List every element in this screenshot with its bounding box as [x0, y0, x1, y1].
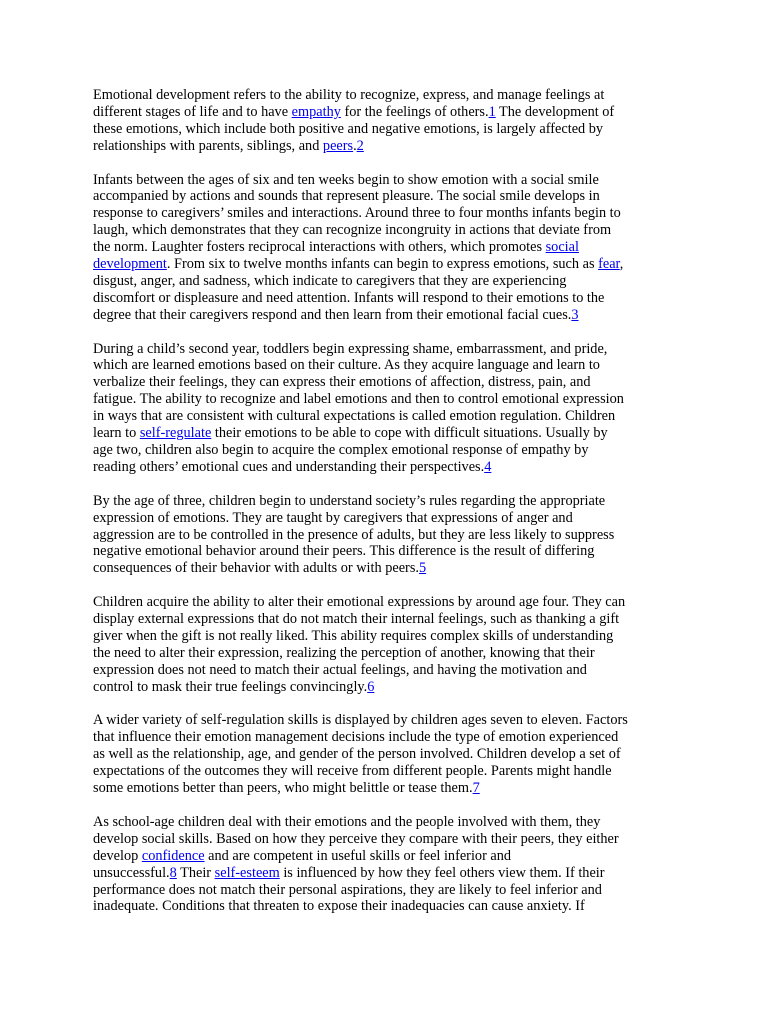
text-segment: ,	[619, 256, 624, 273]
hyperlink[interactable]: development	[93, 256, 167, 273]
text-segment: consequences of their behavior with adults or with peers.	[93, 560, 419, 577]
text-line	[93, 865, 677, 882]
text-line	[93, 493, 677, 510]
paragraph	[93, 172, 677, 324]
text-line	[93, 611, 677, 628]
text-line	[93, 188, 677, 205]
footnote-ref-link[interactable]: 1	[488, 103, 496, 120]
text-line	[93, 662, 677, 679]
text-segment: different stages of life and to have	[93, 103, 292, 120]
text-segment: fatigue. The ability to recognize and label emotions and then to control emotional expression	[93, 391, 624, 408]
text-segment: some emotions better than peers, who might belittle or tease them.	[93, 780, 473, 797]
text-line	[93, 307, 677, 324]
text-segment: The development of	[495, 103, 615, 120]
paragraph	[93, 712, 677, 797]
hyperlink[interactable]: social	[545, 239, 579, 256]
text-line	[93, 341, 677, 358]
text-segment: develop	[93, 847, 142, 864]
text-line	[93, 121, 677, 138]
text-line	[93, 729, 677, 746]
text-line	[93, 848, 677, 865]
text-segment: in ways that are consistent with cultural expectations is called emotion regulation. Children	[93, 408, 616, 425]
text-segment: verbalize their feelings, they can express their emotions of affection, distress, pain, and	[93, 374, 591, 391]
text-segment: display external expressions that do not match their internal feelings, such as thanking a gift	[93, 611, 620, 628]
text-line	[93, 780, 677, 797]
text-segment: aggression are to be controlled in the presence of adults, but they are less likely to suppress	[93, 526, 615, 543]
text-line	[93, 831, 677, 848]
text-line	[93, 239, 677, 256]
text-segment: Their	[176, 864, 215, 881]
footnote-ref-link[interactable]: 8	[169, 864, 177, 881]
text-segment: accompanied by actions and sounds that represent pleasure. The social smile develops in	[93, 188, 600, 205]
hyperlink[interactable]: confidence	[141, 847, 205, 864]
text-line	[93, 527, 677, 544]
text-segment: discomfort or displeasure and need attention. Infants will respond to their emotions to the	[93, 289, 605, 306]
footnote-ref-link[interactable]: 4	[484, 458, 492, 475]
text-segment: that influence their emotion management decisions include the type of emotion experienced	[93, 729, 619, 746]
hyperlink[interactable]: self-regulate	[139, 425, 212, 442]
text-segment: expression of emotions. They are taught by caregivers that expressions of anger and	[93, 509, 573, 526]
text-line	[93, 104, 677, 121]
hyperlink[interactable]: fear	[598, 256, 620, 273]
text-segment: the norm. Laughter fosters reciprocal interactions with others, which promotes	[93, 239, 546, 256]
text-segment: expression does not need to match their actual feelings, and having the motivation and	[93, 661, 587, 678]
text-segment: response to caregivers’ smiles and interactions. Around three to four months infants begin to	[93, 205, 621, 222]
text-segment: giver when the gift is not really liked. This ability requires complex skills of understanding	[93, 627, 614, 644]
text-segment: Emotional development refers to the ability to recognize, express, and manage feelings at	[93, 87, 605, 103]
footnote-ref-link[interactable]: 7	[472, 780, 480, 797]
text-line	[93, 290, 677, 307]
text-line	[93, 763, 677, 780]
text-segment: is influenced by how they feel others view them. If their	[279, 864, 605, 881]
paragraph	[93, 341, 677, 476]
text-segment: A wider variety of self-regulation skills is displayed by children ages seven to eleven. Factors	[93, 712, 628, 729]
footnote-ref-link[interactable]: 5	[418, 560, 427, 577]
text-line	[93, 374, 677, 391]
text-segment: By the age of three, children begin to understand society’s rules regarding the appropriate	[93, 492, 606, 509]
footnote-ref-link[interactable]: 3	[571, 306, 579, 323]
paragraph	[93, 814, 677, 915]
text-segment: Infants between the ages of six and ten weeks begin to show emotion with a social smile	[93, 171, 599, 188]
text-line	[93, 560, 677, 577]
text-segment: for the feelings of others.	[340, 103, 489, 120]
text-segment: performance does not match their personal aspirations, they are likely to feel inferior and	[93, 881, 602, 898]
text-line	[93, 898, 677, 915]
text-segment: As school-age children deal with their emotions and the people involved with them, they	[93, 813, 601, 830]
text-segment: which are learned emotions based on their culture. As they acquire language and learn to	[93, 357, 600, 374]
text-line	[93, 408, 677, 425]
text-segment: as well as the relationship, age, and gender of the person involved. Children develop a set of	[93, 746, 621, 763]
text-segment: the need to alter their expression, realizing the perception of another, knowing that their	[93, 644, 595, 661]
text-segment: Children acquire the ability to alter their emotional expressions by around age four. They can	[93, 594, 626, 611]
text-line	[93, 882, 677, 899]
text-segment: control to mask their true feelings convincingly.	[93, 678, 368, 695]
text-segment: their emotions to be able to cope with difficult situations. Usually by	[211, 425, 608, 442]
text-line	[93, 459, 677, 476]
text-line	[93, 679, 677, 696]
text-segment: unsuccessful.	[93, 864, 170, 881]
text-line	[93, 628, 677, 645]
text-line	[93, 712, 677, 729]
text-segment: reading others’ emotional cues and understanding their perspectives.	[93, 458, 485, 475]
text-line	[93, 357, 677, 374]
footnote-ref-link[interactable]: 6	[367, 678, 375, 695]
hyperlink[interactable]: empathy	[291, 103, 341, 120]
text-segment: degree that their caregivers respond and then learn from their emotional facial cues.	[93, 306, 572, 323]
text-segment: develop social skills. Based on how they perceive they compare with their peers, they either	[93, 830, 619, 847]
text-line	[93, 205, 677, 222]
text-segment: these emotions, which include both positive and negative emotions, is largely affected by	[93, 120, 604, 137]
text-line	[93, 425, 677, 442]
text-segment: .	[353, 137, 357, 154]
text-segment: and are competent in useful skills or feel inferior and	[204, 847, 512, 864]
text-line	[93, 746, 677, 763]
text-segment: learn to	[93, 425, 140, 442]
text-line	[93, 172, 677, 189]
text-line	[93, 138, 677, 155]
text-line	[93, 510, 677, 527]
paragraph	[93, 87, 677, 155]
paragraph	[93, 594, 677, 695]
text-segment: negative emotional behavior around their peers. This difference is the result of differing	[93, 543, 595, 560]
document-page	[93, 87, 677, 932]
text-line	[93, 222, 677, 239]
paragraph	[93, 493, 677, 578]
text-line	[93, 256, 677, 273]
text-segment: age two, children also begin to acquire the complex emotional response of empathy by	[93, 442, 589, 458]
text-segment: . From six to twelve months infants can begin to express emotions, such as	[166, 256, 599, 273]
text-line	[93, 273, 677, 290]
text-segment: expectations of the outcomes they will receive from different people. Parents might handle	[93, 763, 612, 780]
text-line	[93, 391, 677, 408]
text-segment: inadequate. Conditions that threaten to expose their inadequacies can cause anxiety. If	[93, 898, 585, 915]
text-line	[93, 87, 677, 104]
text-segment: During a child’s second year, toddlers begin expressing shame, embarrassment, and pride,	[93, 340, 608, 357]
text-line	[93, 594, 677, 611]
hyperlink[interactable]: self-esteem	[214, 864, 280, 881]
text-segment: relationships with parents, siblings, and	[93, 137, 323, 154]
text-line	[93, 814, 677, 831]
text-line	[93, 645, 677, 662]
text-line	[93, 442, 677, 459]
text-line	[93, 543, 677, 560]
text-segment: disgust, anger, and sadness, which indicate to caregivers that they are experiencing	[93, 272, 567, 289]
hyperlink[interactable]: peers	[322, 137, 354, 154]
footnote-ref-link[interactable]: 2	[356, 137, 364, 154]
text-segment: laugh, which demonstrates that they can recognize incongruity in actions that deviate from	[93, 222, 612, 239]
